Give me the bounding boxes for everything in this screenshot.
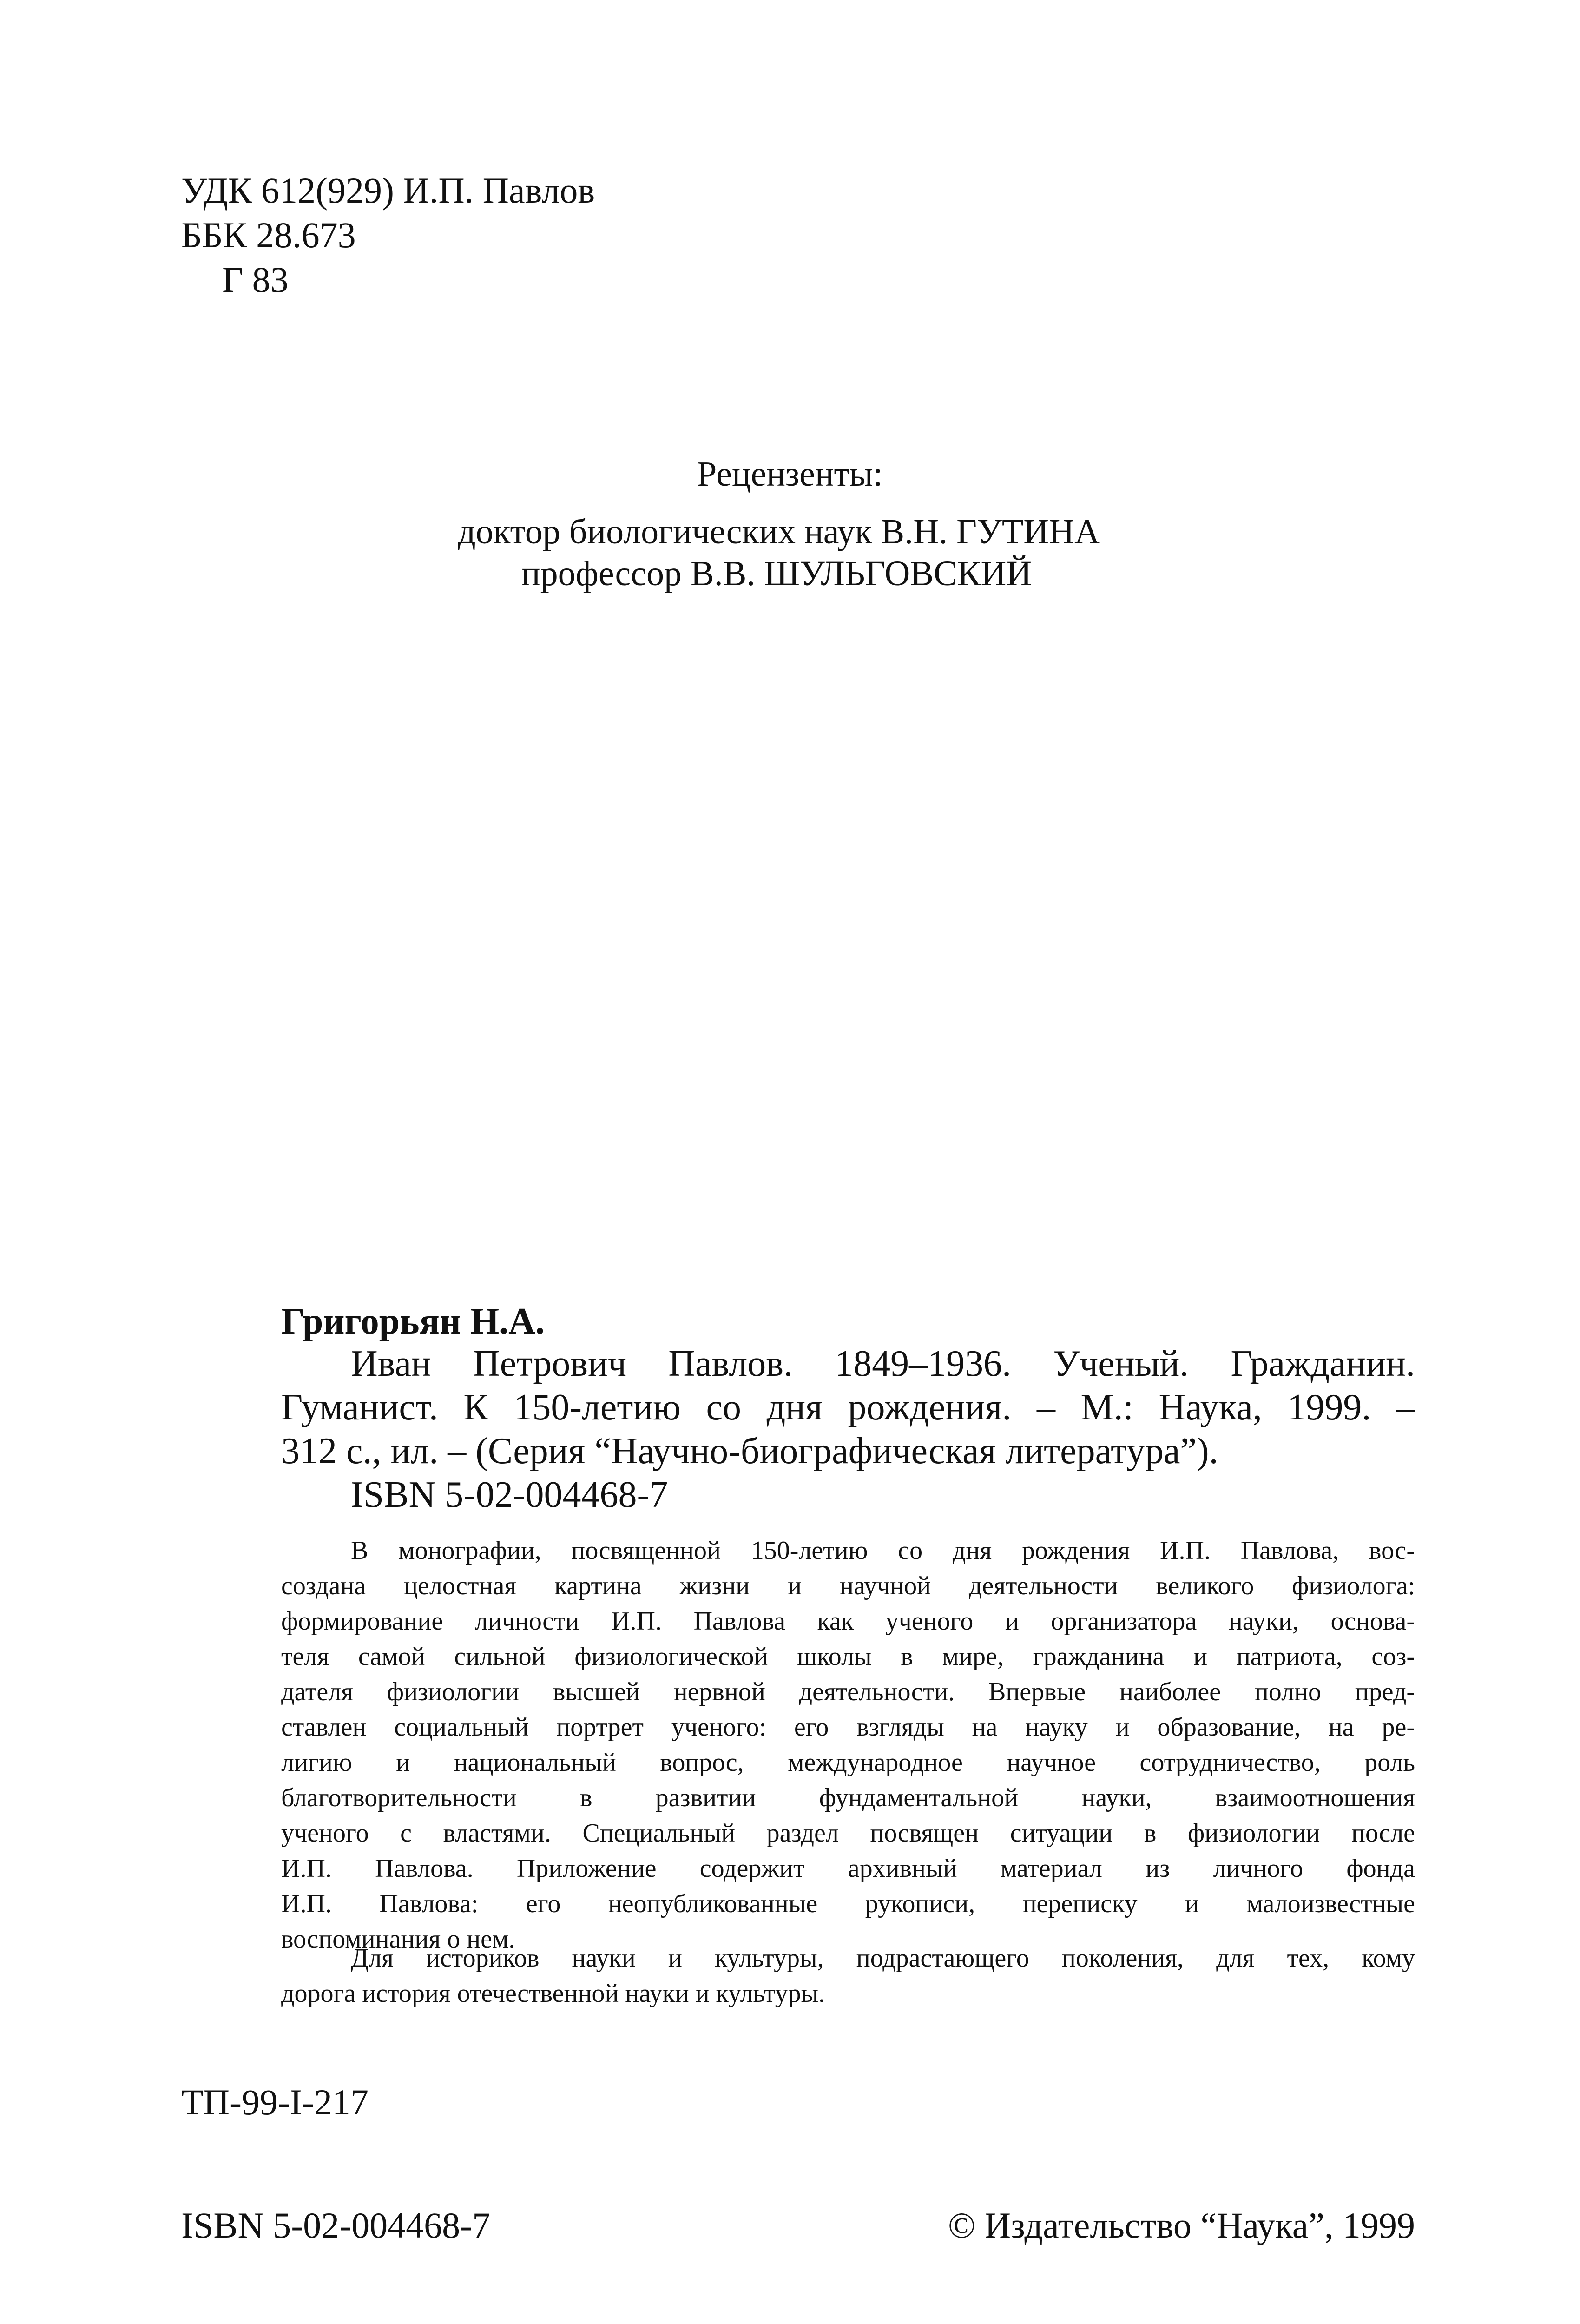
bibliographic-line: Гуманист. К 150-летию со дня рождения. – М.: Наука, 1999. – (281, 1387, 1415, 1428)
bibliographic-line: 312 с., ил. – (Серия “Научно-биографическая литература”). (281, 1431, 1218, 1472)
annotation-line: благотворительности в развитии фундаментальной науки, взаимоотношения (281, 1783, 1415, 1812)
annotation-line: дателя физиологии высшей нервной деятельности. Впервые наиболее полно пред- (281, 1677, 1415, 1706)
annotation-line: И.П. Павлова. Приложение содержит архивный материал из личного фонда (281, 1854, 1415, 1883)
annotation-line: ученого с властями. Специальный раздел посвящен ситуации в физиологии после (281, 1819, 1415, 1848)
reviewer-line: профессор В.В. ШУЛЬГОВСКИЙ (521, 554, 1032, 593)
isbn-number: ISBN 5-02-004468-7 (181, 2205, 491, 2245)
annotation-line: И.П. Павлова: его неопубликованные рукописи, переписку и малоизвестные (281, 1889, 1415, 1918)
annotation-line: лигию и национальный вопрос, международное научное сотрудничество, роль (281, 1748, 1415, 1777)
author-name: Григорьян Н.А. (281, 1301, 545, 1342)
annotation-line: воспоминания о нем. (281, 1925, 515, 1954)
annotation-line: формирование личности И.П. Павлова как ученого и организатора науки, основа- (281, 1607, 1415, 1636)
annotation-line: ставлен социальный портрет ученого: его взгляды на науку и образование, на ре- (281, 1713, 1415, 1742)
copyright-notice: © Издательство “Наука”, 1999 (948, 2205, 1415, 2245)
tp-code: ТП-99-I-217 (181, 2082, 369, 2122)
isbn-line: ISBN 5-02-004468-7 (351, 1474, 668, 1515)
bibliographic-line: Иван Петрович Павлов. 1849–1936. Ученый. Гражданин. (351, 1343, 1415, 1384)
udc-code: УДК 612(929) И.П. Павлов (181, 170, 595, 211)
reviewer-line: доктор биологических наук В.Н. ГУТИНА (458, 512, 1100, 551)
audience-line: дорога история отечественной науки и культуры. (281, 1979, 825, 2008)
annotation (281, 1533, 1415, 1957)
intended-audience (281, 1941, 1415, 2011)
reviewers-heading: Рецензенты: (697, 455, 883, 494)
audience-line: Для историков науки и культуры, подрастающего поколения, для тех, кому (351, 1944, 1415, 1973)
bibliographic-description (281, 1342, 1415, 1517)
annotation-line: создана целостная картина жизни и научной деятельности великого физиолога: (281, 1571, 1415, 1600)
annotation-line: теля самой сильной физиологической школы в мире, гражданина и патриота, соз- (281, 1642, 1415, 1671)
bbk-code: ББК 28.673 (181, 215, 356, 255)
author-mark: Г 83 (222, 259, 289, 300)
annotation-line: В монографии, посвященной 150-летию со дня рождения И.П. Павлова, вос- (351, 1536, 1415, 1565)
